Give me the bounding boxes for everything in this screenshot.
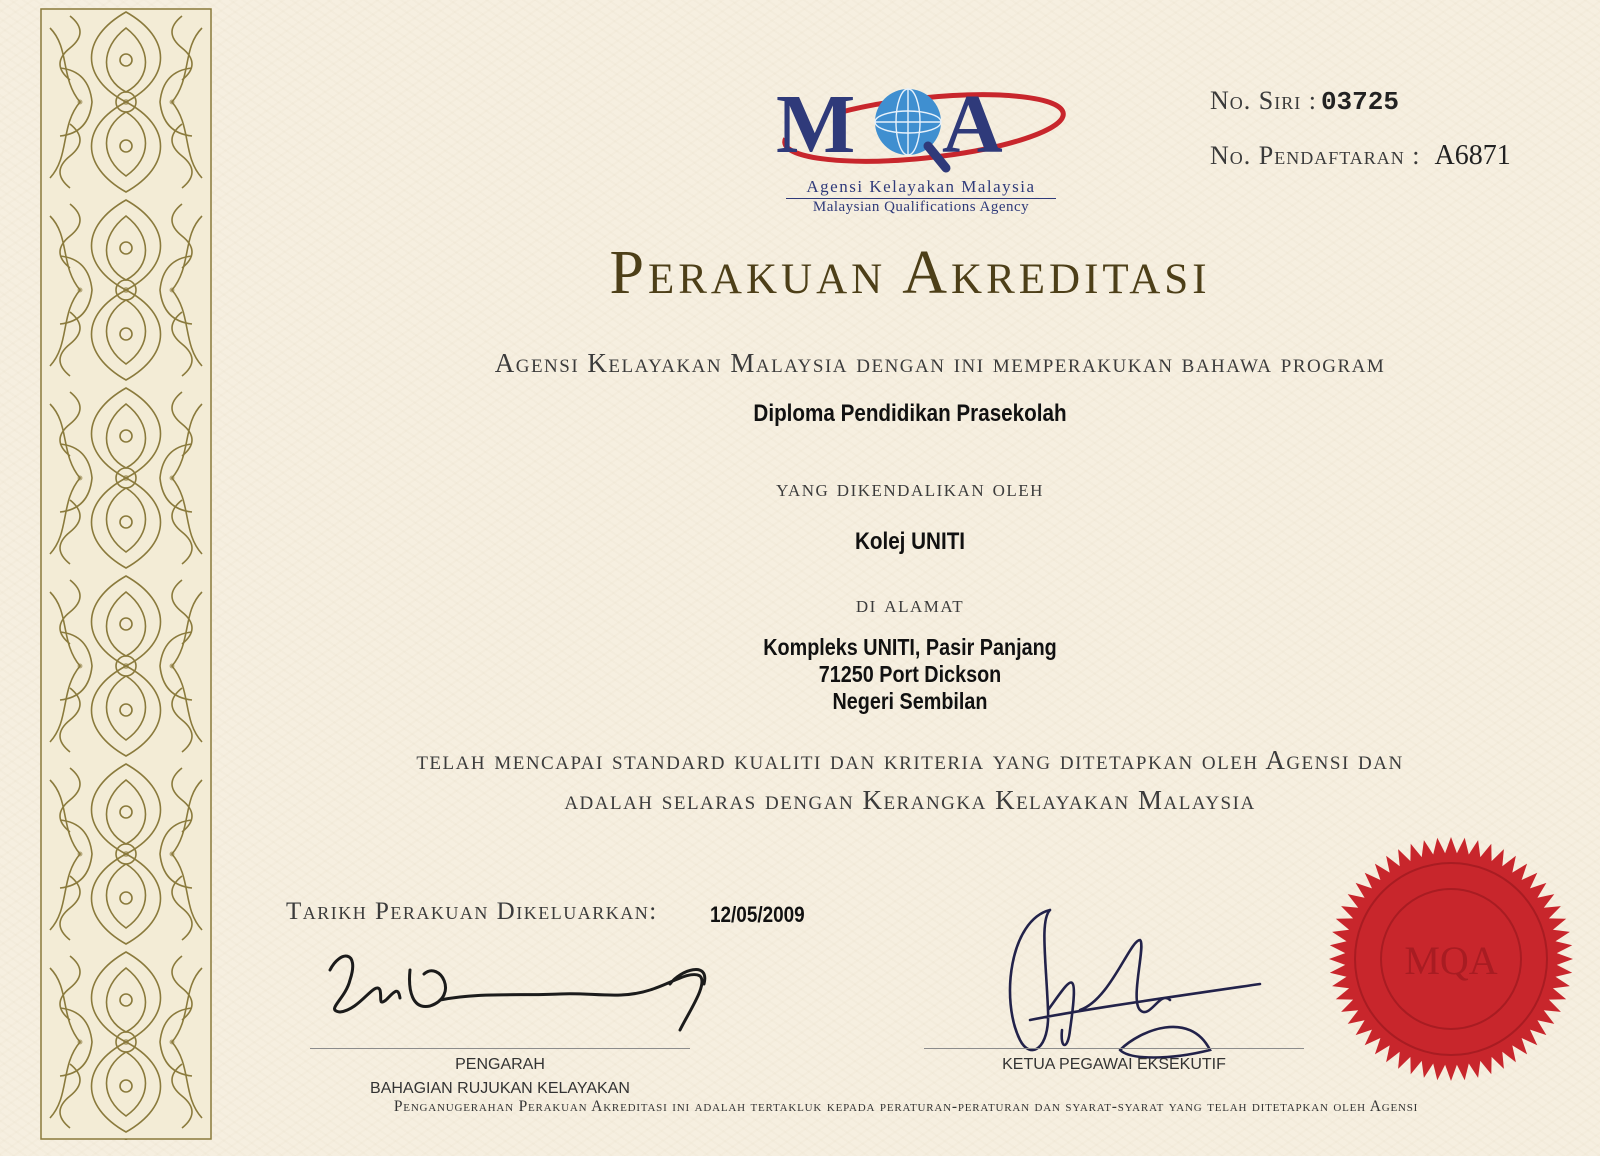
- certificate-title: Perakuan Akreditasi: [609, 239, 1211, 307]
- signature-line-right: [924, 1048, 1304, 1049]
- statement-line-2: adalah selaras dengan Kerangka Kelayakan Malaysia: [564, 785, 1256, 815]
- address-line-3: Negeri Sembilan: [832, 688, 988, 714]
- operated-by-label: yang dikendalikan oleh: [776, 476, 1044, 502]
- signature-line-left: [310, 1048, 690, 1049]
- signatory-right-title: KETUA PEGAWAI EKSEKUTIF: [1002, 1056, 1226, 1073]
- institution-name: Kolej UNITI: [854, 528, 966, 555]
- serial-number-row: [1210, 86, 1399, 117]
- registration-value: A6871: [1434, 140, 1511, 171]
- signature-right: [990, 900, 1290, 1070]
- signatory-left-department: BAHAGIAN RUJUKAN KELAYAKAN: [370, 1080, 630, 1097]
- registration-label: No. Pendaftaran :: [1210, 141, 1421, 170]
- address-line-2: 71250 Port Dickson: [818, 661, 1002, 687]
- mqa-logo: [762, 72, 1072, 222]
- mqa-logo-mark: [762, 72, 1072, 182]
- serial-value: 03725: [1320, 87, 1399, 117]
- address-label: di alamat: [855, 592, 965, 618]
- statement-line-1: telah mencapai standard kualiti dan kriteria yang ditetapkan oleh Agensi dan: [416, 745, 1404, 775]
- seal-center-text: MQA: [1404, 938, 1498, 983]
- serial-label: No. Siri :: [1210, 86, 1317, 115]
- ornamental-border: [40, 8, 212, 1140]
- logo-subtitle-english: Malaysian Qualifications Agency: [812, 199, 1030, 215]
- footer-note: Penganugerahan Perakuan Akreditasi ini adalah tertakluk kepada peraturan-peraturan dan syarat-syarat yang telah ditetapkan oleh Agensi: [393, 1098, 1419, 1115]
- registration-number-row: [1210, 140, 1511, 172]
- logo-subtitle-malay: Agensi Kelayakan Malaysia: [786, 177, 1056, 199]
- address-line-1: Kompleks UNITI, Pasir Panjang: [763, 634, 1057, 660]
- issue-date-value: 12/05/2009: [710, 902, 805, 927]
- issue-date-label: Tarikh Perakuan Dikeluarkan:: [286, 898, 658, 925]
- intro-text: Agensi Kelayakan Malaysia dengan ini memperakukan bahawa program: [494, 348, 1386, 378]
- svg-text:M: M: [776, 78, 856, 171]
- signature-left: [320, 940, 740, 1060]
- svg-text:A: A: [942, 78, 1003, 171]
- official-seal: [1326, 834, 1576, 1084]
- signatory-left-title: PENGARAH: [455, 1056, 545, 1073]
- program-name: Diploma Pendidikan Prasekolah: [753, 400, 1067, 427]
